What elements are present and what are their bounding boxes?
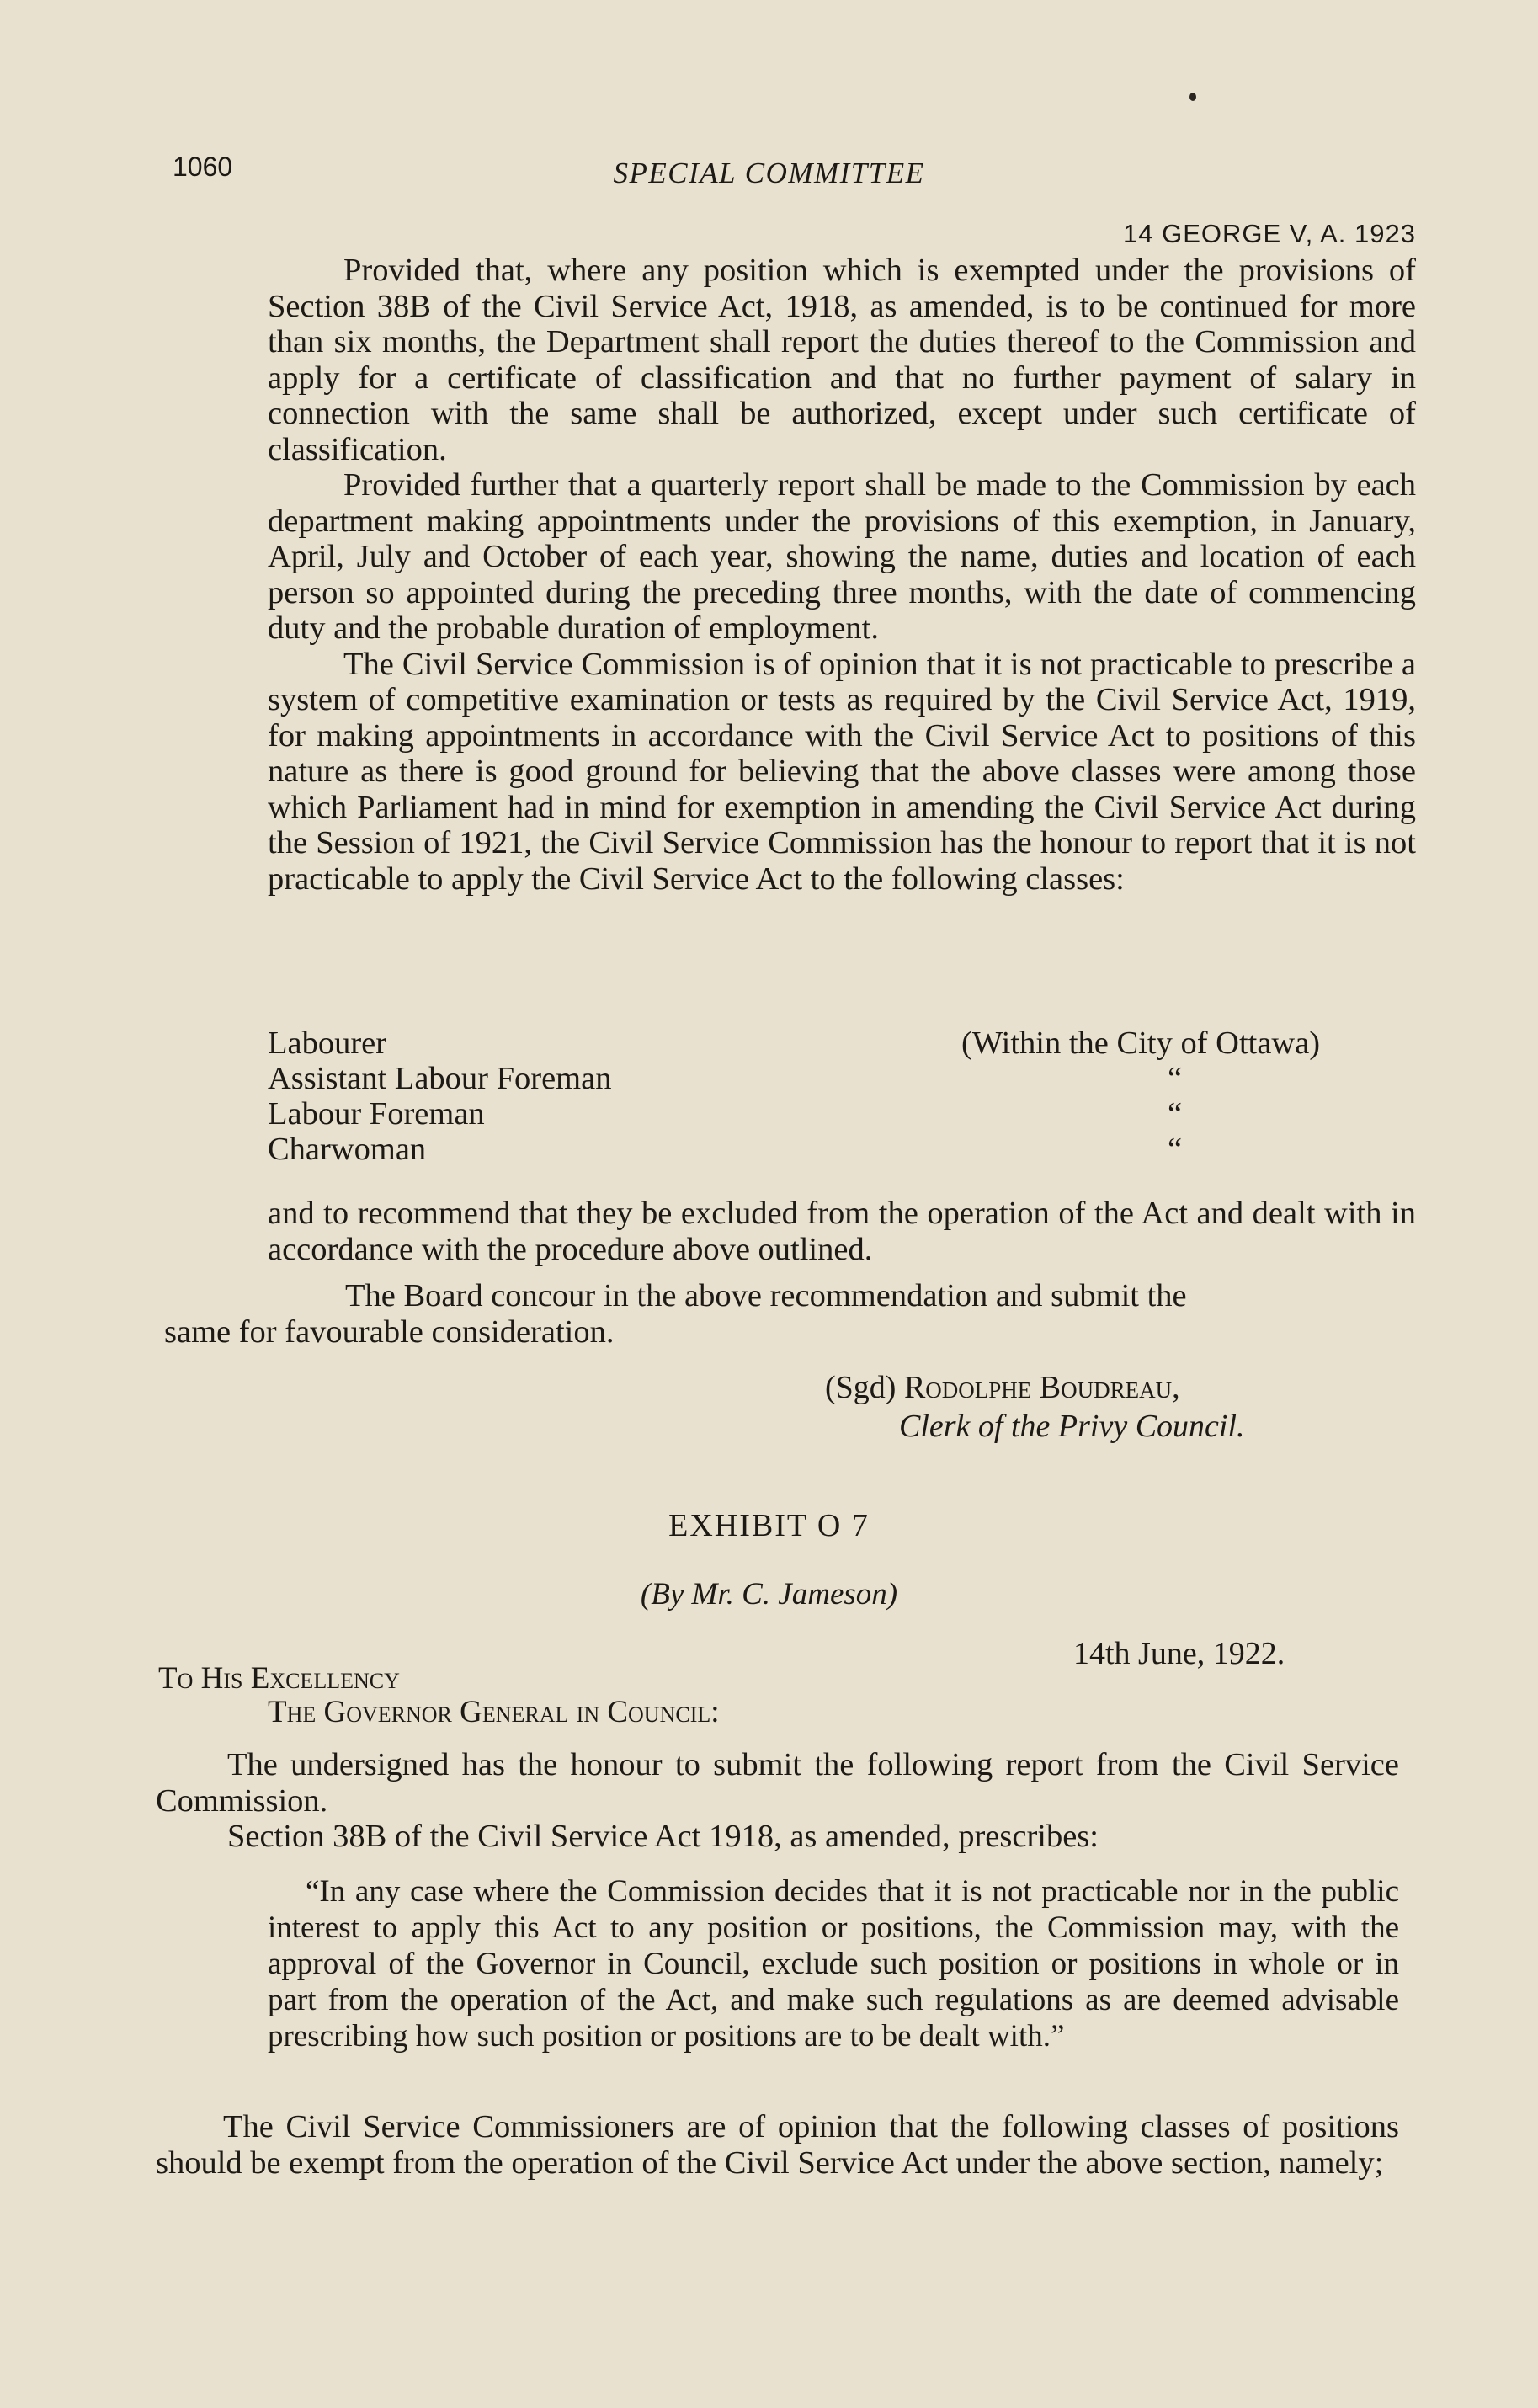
signatory-name: Rodolphe Boudreau, bbox=[903, 1370, 1180, 1405]
signature-prefix: (Sgd) bbox=[825, 1370, 897, 1405]
exhibit-title: EXHIBIT O 7 bbox=[668, 1508, 870, 1543]
ink-speck bbox=[1189, 93, 1196, 101]
provisions-section bbox=[268, 253, 1416, 897]
list-item bbox=[268, 1061, 1416, 1096]
paragraph-provided-further: Provided further that a quarterly report shall be made to the Commission by each department making appointments under the provisions of this exemption, in January, April, July and October of each year, showing the name, duties and location of each person so appointed during the preceding three months, with the date of commencing duty and the probable duration of employment. bbox=[268, 467, 1416, 646]
board-line-2: same for favourable consideration. bbox=[164, 1313, 615, 1350]
paragraph-section-38b: Section 38B of the Civil Service Act 1918, as amended, prescribes: bbox=[227, 1819, 1099, 1854]
exhibit-closing bbox=[156, 2109, 1399, 2181]
class-location: (Within the City of Ottawa) bbox=[961, 1026, 1321, 1061]
class-location: “ bbox=[1168, 1096, 1183, 1132]
signature-block bbox=[825, 1368, 1245, 1446]
list-item bbox=[268, 1026, 1416, 1061]
board-line-1: The Board concour in the above recommendation and submit the bbox=[345, 1278, 1187, 1313]
class-name: Assistant Labour Foreman bbox=[268, 1061, 612, 1096]
running-title: SPECIAL COMMITTEE bbox=[613, 157, 925, 189]
classes-list bbox=[268, 1026, 1416, 1167]
recommendation-paragraph bbox=[268, 1196, 1416, 1267]
class-location: “ bbox=[1168, 1061, 1183, 1096]
addressee-line-1: To His Excellency bbox=[158, 1661, 400, 1696]
paragraph-commission-opinion: The Civil Service Commission is of opinion that it is not practicable to prescribe a system of competitive examination or tests as required by the Civil Service Act, 1919, for making appointments in accordance with the Civil Service Act to positions of this nature as there is good ground for believing that the above classes were among those which Parliament had in mind for exemption in amending the Civil Service Act during the Session of 1921, the Civil Service Commission has the honour to report that it is not practicable to apply the Civil Service Act to the following classes: bbox=[268, 646, 1416, 897]
list-item bbox=[268, 1096, 1416, 1132]
exhibit-body bbox=[156, 1747, 1399, 1855]
signatory-title: Clerk of the Privy Council. bbox=[899, 1409, 1245, 1444]
class-name: Charwoman bbox=[268, 1132, 427, 1167]
page-number: 1060 bbox=[173, 152, 233, 182]
paragraph-recommend: and to recommend that they be excluded from the operation of the Act and dealt with in accordance with the procedure above outlined. bbox=[268, 1196, 1416, 1267]
paragraph-undersigned: The undersigned has the honour to submit the following report from the Civil Service Commission. bbox=[156, 1747, 1399, 1819]
list-item bbox=[268, 1132, 1416, 1167]
class-location: “ bbox=[1168, 1132, 1183, 1167]
exhibit-author: (By Mr. C. Jameson) bbox=[640, 1577, 898, 1612]
exhibit-date: 14th June, 1922. bbox=[1073, 1636, 1285, 1671]
addressee-line-2: The Governor General in Council: bbox=[268, 1695, 720, 1729]
session-reference: 14 GEORGE V, A. 1923 bbox=[1123, 219, 1416, 248]
class-name: Labour Foreman bbox=[268, 1096, 485, 1132]
paragraph-commissioners-opinion: The Civil Service Commissioners are of opinion that the following classes of positions should be exempt from the operation of the Civil Service Act under the above section, namely; bbox=[156, 2109, 1399, 2181]
statute-quote: “In any case where the Commission decides that it is not practicable nor in the public interest to apply this Act to any position or positions, the Commission may, with the approval of the Governor in Council, exclude such position or positions in whole or in part from the operation of the Act, and make such regulations as are deemed advisable prescribing how such position or positions are to be dealt with.” bbox=[268, 1874, 1399, 2054]
paragraph-provided: Provided that, where any position which is exempted under the provisions of Section 38B of the Civil Service Act, 1918, as amended, is to be continued for more than six months, the Department shall report the duties thereof to the Commission and apply for a certificate of classification and that no further payment of salary in connection with the same shall be authorized, except under such certificate of classification. bbox=[268, 253, 1416, 467]
board-paragraph bbox=[164, 1278, 1416, 1350]
class-name: Labourer bbox=[268, 1026, 387, 1061]
